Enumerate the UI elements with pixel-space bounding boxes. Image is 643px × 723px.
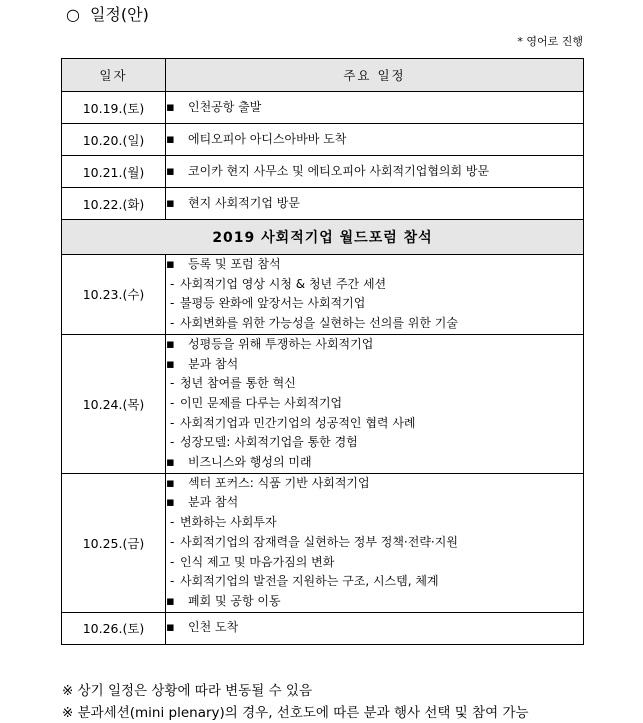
bullet-item: ▪ 섹터 포커스: 식품 기반 사회적기업 bbox=[166, 474, 583, 494]
row-schedule bbox=[166, 473, 584, 612]
footnote-mini-plenary: ※ 분과세션(mini plenary)의 경우, 선호도에 따른 분과 행사 선택 및 참여 가능 bbox=[62, 705, 529, 721]
row-date: 10.19.(토) bbox=[62, 92, 166, 124]
row-schedule bbox=[166, 255, 584, 335]
row-date: 10.22.(화) bbox=[62, 188, 166, 220]
bullet-item: ▪ 성평등을 위해 투쟁하는 사회적기업 bbox=[166, 335, 583, 355]
bullet-item: ▪ 비즈니스와 행성의 미래 bbox=[166, 453, 583, 473]
sub-item: - 불평등 완화에 앞장서는 사회적기업 bbox=[166, 294, 583, 314]
row-date: 10.24.(목) bbox=[62, 334, 166, 473]
sub-item: - 사회적기업 영상 시청 & 청년 주간 세션 bbox=[166, 275, 583, 295]
header-date: 일자 bbox=[62, 59, 166, 92]
bullet-item: ▪ 현지 사회적기업 방문 bbox=[166, 194, 583, 214]
sub-item: - 인식 제고 및 마음가짐의 변화 bbox=[166, 553, 583, 573]
sub-item: - 이민 문제를 다루는 사회적기업 bbox=[166, 394, 583, 414]
table-header-row bbox=[62, 59, 584, 92]
row-date: 10.21.(월) bbox=[62, 156, 166, 188]
row-date: 10.23.(수) bbox=[62, 255, 166, 335]
table-row bbox=[62, 92, 584, 124]
bullet-item: ▪ 분과 참석 bbox=[166, 355, 583, 375]
row-schedule bbox=[166, 612, 584, 644]
forum-title: 2019 사회적기업 월드포럼 참석 bbox=[62, 220, 584, 255]
bullet-item: ▪ 인천 도착 bbox=[166, 618, 583, 638]
bullet-item: ▪ 등록 및 포럼 참석 bbox=[166, 255, 583, 275]
row-schedule bbox=[166, 188, 584, 220]
row-schedule bbox=[166, 124, 584, 156]
sub-item: - 청년 참여를 통한 혁신 bbox=[166, 374, 583, 394]
bullet-item: ▪ 인천공항 출발 bbox=[166, 98, 583, 118]
sub-item: - 사회적기업의 발전을 지원하는 구조, 시스템, 체계 bbox=[166, 572, 583, 592]
bullet-item: ▪ 에티오피아 아디스아바바 도착 bbox=[166, 130, 583, 150]
table-row bbox=[62, 124, 584, 156]
row-schedule bbox=[166, 334, 584, 473]
language-note: * 영어로 진행 bbox=[517, 35, 583, 48]
table-row bbox=[62, 255, 584, 335]
section-title: 일정(안) bbox=[89, 5, 149, 24]
table-row bbox=[62, 188, 584, 220]
bullet-item: ▪ 분과 참석 bbox=[166, 493, 583, 513]
row-date: 10.26.(토) bbox=[62, 612, 166, 644]
bullet-item: ▪ 폐회 및 공항 이동 bbox=[166, 592, 583, 612]
row-date: 10.20.(일) bbox=[62, 124, 166, 156]
table-row bbox=[62, 156, 584, 188]
sub-item: - 사회적기업의 잠재력을 실현하는 정부 정책·전략·지원 bbox=[166, 533, 583, 553]
table-row bbox=[62, 334, 584, 473]
sub-item: - 사회변화를 위한 가능성을 실현하는 선의를 위한 기술 bbox=[166, 314, 583, 334]
row-schedule bbox=[166, 92, 584, 124]
sub-item: - 변화하는 사회투자 bbox=[166, 513, 583, 533]
sub-item: - 사회적기업과 민간기업의 성공적인 협력 사례 bbox=[166, 414, 583, 434]
table-row bbox=[62, 612, 584, 644]
schedule-table bbox=[61, 58, 584, 645]
circle-bullet-icon: ○ bbox=[66, 5, 80, 24]
forum-row bbox=[62, 220, 584, 255]
header-schedule: 주요 일정 bbox=[166, 59, 584, 92]
sub-item: - 성장모델: 사회적기업을 통한 경험 bbox=[166, 433, 583, 453]
row-date: 10.25.(금) bbox=[62, 473, 166, 612]
bullet-item: ▪ 코이카 현지 사무소 및 에티오피아 사회적기업협의회 방문 bbox=[166, 162, 583, 182]
table-row bbox=[62, 473, 584, 612]
footnote-schedule-change: ※ 상기 일정은 상황에 따라 변동될 수 있음 bbox=[62, 683, 313, 699]
section-heading bbox=[66, 4, 149, 26]
row-schedule bbox=[166, 156, 584, 188]
